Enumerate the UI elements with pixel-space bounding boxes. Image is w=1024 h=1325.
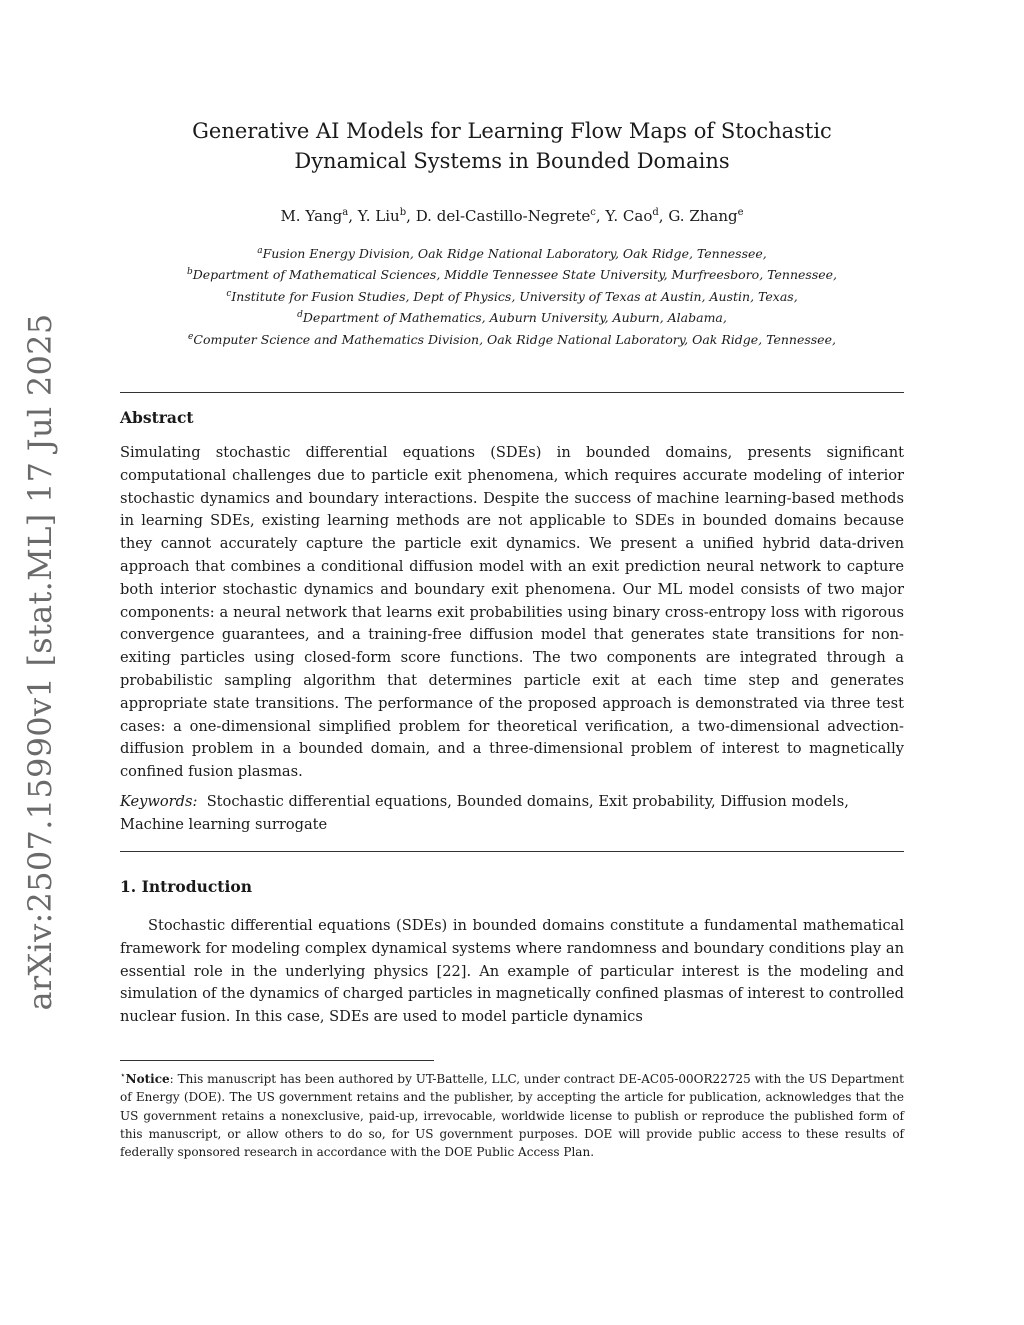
author-affil-mark: a: [342, 207, 349, 218]
section-heading-introduction: 1. Introduction: [120, 877, 252, 896]
author-name: D. del-Castillo-Negrete: [415, 207, 591, 225]
affiliation-line: [120, 242, 904, 263]
arxiv-side-stamp: arXiv:2507.15990v1 [stat.ML] 17 Jul 2025: [21, 313, 59, 1011]
abstract-body: Simulating stochastic differential equations (SDEs) in bounded domains, presents significant computational challenges due to particle exit phenomena, which requires accurate modeling of interior stochastic dynamics and boundary interactions. Despite the success of machine learning-based methods in learning SDEs, existing learning methods are not applicable to SDEs in bounded domains because they cannot accurately capture the particle exit dynamics. We present a unified hybrid data-driven approach that combines a conditional diffusion model with an exit prediction neural network to capture both interior stochastic dynamics and boundary exit phenomena. Our ML model consists of two major components: a neural network that learns exit probabilities using binary cross-entropy loss with rigorous convergence guarantees, and a training-free diffusion model that generates state transitions for non-exiting particles using closed-form score functions. The two components are integrated through a probabilistic sampling algorithm that determines particle exit at each time step and generates appropriate state transitions. The performance of the proposed approach is demonstrated via three test cases: a one-dimensional simplified problem for theoretical verification, a two-dimensional advection-diffusion problem in a bounded domain, and a three-dimensional problem of interest to magnetically confined fusion plasmas.: [120, 444, 904, 781]
affiliation-line: [120, 306, 904, 327]
footnote-mark: ⋆: [120, 1071, 126, 1081]
affiliation-line: [120, 285, 904, 306]
affiliation-mark: a: [257, 246, 263, 256]
keywords-label: Keywords:: [120, 793, 198, 810]
abstract-top-rule: [120, 392, 904, 393]
affiliation-mark: b: [186, 267, 193, 278]
author-list: M. Yang$^a$, Y. Liu$^b$, D. del-Castillo-Negrete$^c$, Y. Cao$^d$, G. Zhang$^e$: [280, 207, 744, 225]
introduction-paragraph: Stochastic differential equations (SDEs) in bounded domains constitute a fundamental mathematical framework for modeling complex dynamical systems where randomness and boundary conditions play an essential role in the underlying physics [22]. An example of particular interest is the modeling and simulation of the dynamics of charged particles in magnetically confined plasmas of interest to controlled nuclear fusion. In this case, SDEs are used to model particle dynamics: [120, 917, 904, 1026]
affiliation-line: [120, 328, 904, 349]
author-affil-mark: b: [399, 207, 407, 218]
author-affil-mark: c: [590, 207, 596, 218]
affiliation-mark: c: [226, 288, 232, 299]
notice-footnote: [120, 1067, 904, 1161]
footnote-text: : This manuscript has been authored by UT-Battelle, LLC, under contract DE-AC05-00OR22725 with the US Department of Energy (DOE). The US government retains and the publisher, by accepting the article for publication, acknowledges that the US government retains a nonexclusive, paid-up, irrevocable, worldwide license to publish or reproduce the published form of this manuscript, or allow others to do so, for US government purposes. DOE will provide public access to these results of federally sponsored research in accordance with the DOE Public Access Plan.: [120, 1072, 904, 1160]
affiliation-mark: d: [297, 310, 303, 321]
affiliation-list: [120, 242, 904, 349]
affiliation-line: [120, 263, 904, 284]
affiliation-text: Computer Science and Mathematics Division, Oak Ridge National Laboratory, Oak Ridge, Tennessee,: [193, 331, 836, 347]
footnote-label: Notice: [125, 1072, 170, 1086]
abstract-heading: Abstract: [120, 408, 194, 427]
keywords: [120, 791, 904, 837]
abstract-bottom-rule: [120, 851, 904, 852]
affiliation-text: Fusion Energy Division, Oak Ridge National Laboratory, Oak Ridge, Tennessee,: [262, 246, 767, 262]
affiliation-mark: e: [188, 331, 194, 342]
affiliation-text: Department of Mathematical Sciences, Middle Tennessee State University, Murfreesboro, Tennessee,: [192, 267, 838, 283]
affiliation-text: Institute for Fusion Studies, Dept of Physics, University of Texas at Austin, Austin, Texas,: [231, 289, 798, 305]
author-name: M. Yang: [280, 207, 343, 225]
keywords-text: Stochastic differential equations, Bounded domains, Exit probability, Diffusion models, Machine learning surrogate: [120, 793, 849, 833]
footnote-rule: [120, 1060, 434, 1061]
author-affil-mark: d: [652, 207, 659, 218]
paper-title: Generative AI Models for Learning Flow Maps of Stochastic Dynamical Systems in Bounded Domains: [192, 119, 832, 173]
affiliation-text: Department of Mathematics, Auburn University, Auburn, Alabama,: [302, 310, 727, 326]
author-name: Y. Liu: [357, 207, 400, 225]
author-name: G. Zhang: [668, 207, 738, 225]
author-name: Y. Cao: [605, 207, 653, 225]
author-affil-mark: e: [737, 207, 744, 218]
